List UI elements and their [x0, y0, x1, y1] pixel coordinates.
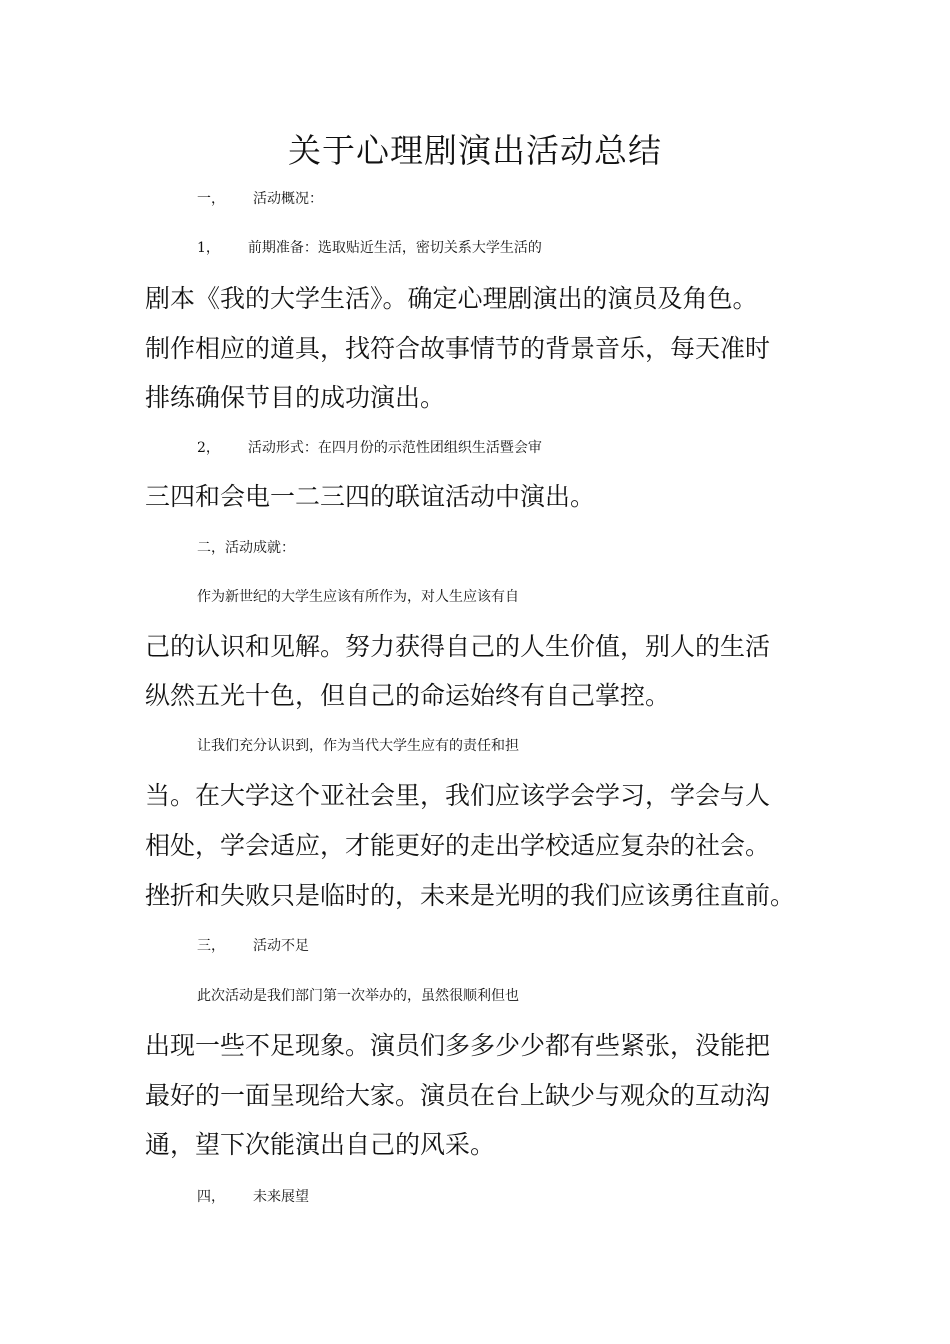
paragraph-line: 纵然五光十色，但自己的命运始终有自己掌控。 [145, 681, 671, 710]
section-number: 四， [197, 1189, 225, 1205]
paragraph-line: 最好的一面呈现给大家。演员在台上缺少与观众的互动沟 [145, 1081, 771, 1110]
section-heading-text: 活动概况： [253, 191, 323, 207]
paragraph-line: 己的认识和见解。努力获得自己的人生价值，别人的生活 [145, 632, 771, 661]
paragraph-line: 此次活动是我们部门第一次举办的，虽然很顺利但也 [197, 988, 519, 1004]
item-number: 2， [197, 440, 220, 456]
paragraph-line: 通，望下次能演出自己的风采。 [145, 1130, 496, 1159]
section-heading-3 [197, 929, 862, 963]
paragraph-line: 剧本《我的大学生活》。确定心理剧演出的演员及角色。 [145, 284, 758, 313]
paragraph-line: 挫折和失败只是临时的，未来是光明的我们应该勇往直前。 [145, 881, 796, 910]
paragraph-line: 作为新世纪的大学生应该有所作为，对人生应该有自 [197, 589, 519, 605]
paragraph-text: 前期准备：选取贴近生活，密切关系大学生活的 [247, 240, 542, 256]
paragraph-line [197, 231, 862, 265]
section-number: 三， [197, 938, 225, 954]
section-heading-1 [197, 182, 862, 216]
paragraph-line: 出现一些不足现象。演员们多多少少都有些紧张，没能把 [145, 1031, 771, 1060]
section-heading-text: 未来展望 [253, 1189, 309, 1205]
paragraph-line: 三四和会电一二三四的联谊活动中演出。 [145, 482, 596, 511]
section-number: 一， [197, 191, 225, 207]
paragraph-line [197, 431, 862, 465]
document-title: 关于心理剧演出活动总结 [288, 131, 662, 170]
paragraph-line: 让我们充分认识到，作为当代大学生应有的责任和担 [197, 738, 519, 754]
item-number: 1， [197, 240, 220, 256]
paragraph-line: 相处，学会适应，才能更好的走出学校适应复杂的社会。 [145, 831, 771, 860]
section-heading-text: 活动不足 [253, 938, 309, 954]
paragraph-line: 当。在大学这个亚社会里，我们应该学会学习，学会与人 [145, 781, 771, 810]
paragraph-line: 制作相应的道具，找符合故事情节的背景音乐，每天准时 [145, 334, 771, 363]
paragraph-line: 排练确保节目的成功演出。 [145, 383, 446, 412]
section-heading-4 [197, 1180, 862, 1214]
paragraph-text: 活动形式：在四月份的示范性团组织生活暨会审 [247, 440, 542, 456]
section-heading-2: 二，活动成就： [197, 540, 295, 556]
